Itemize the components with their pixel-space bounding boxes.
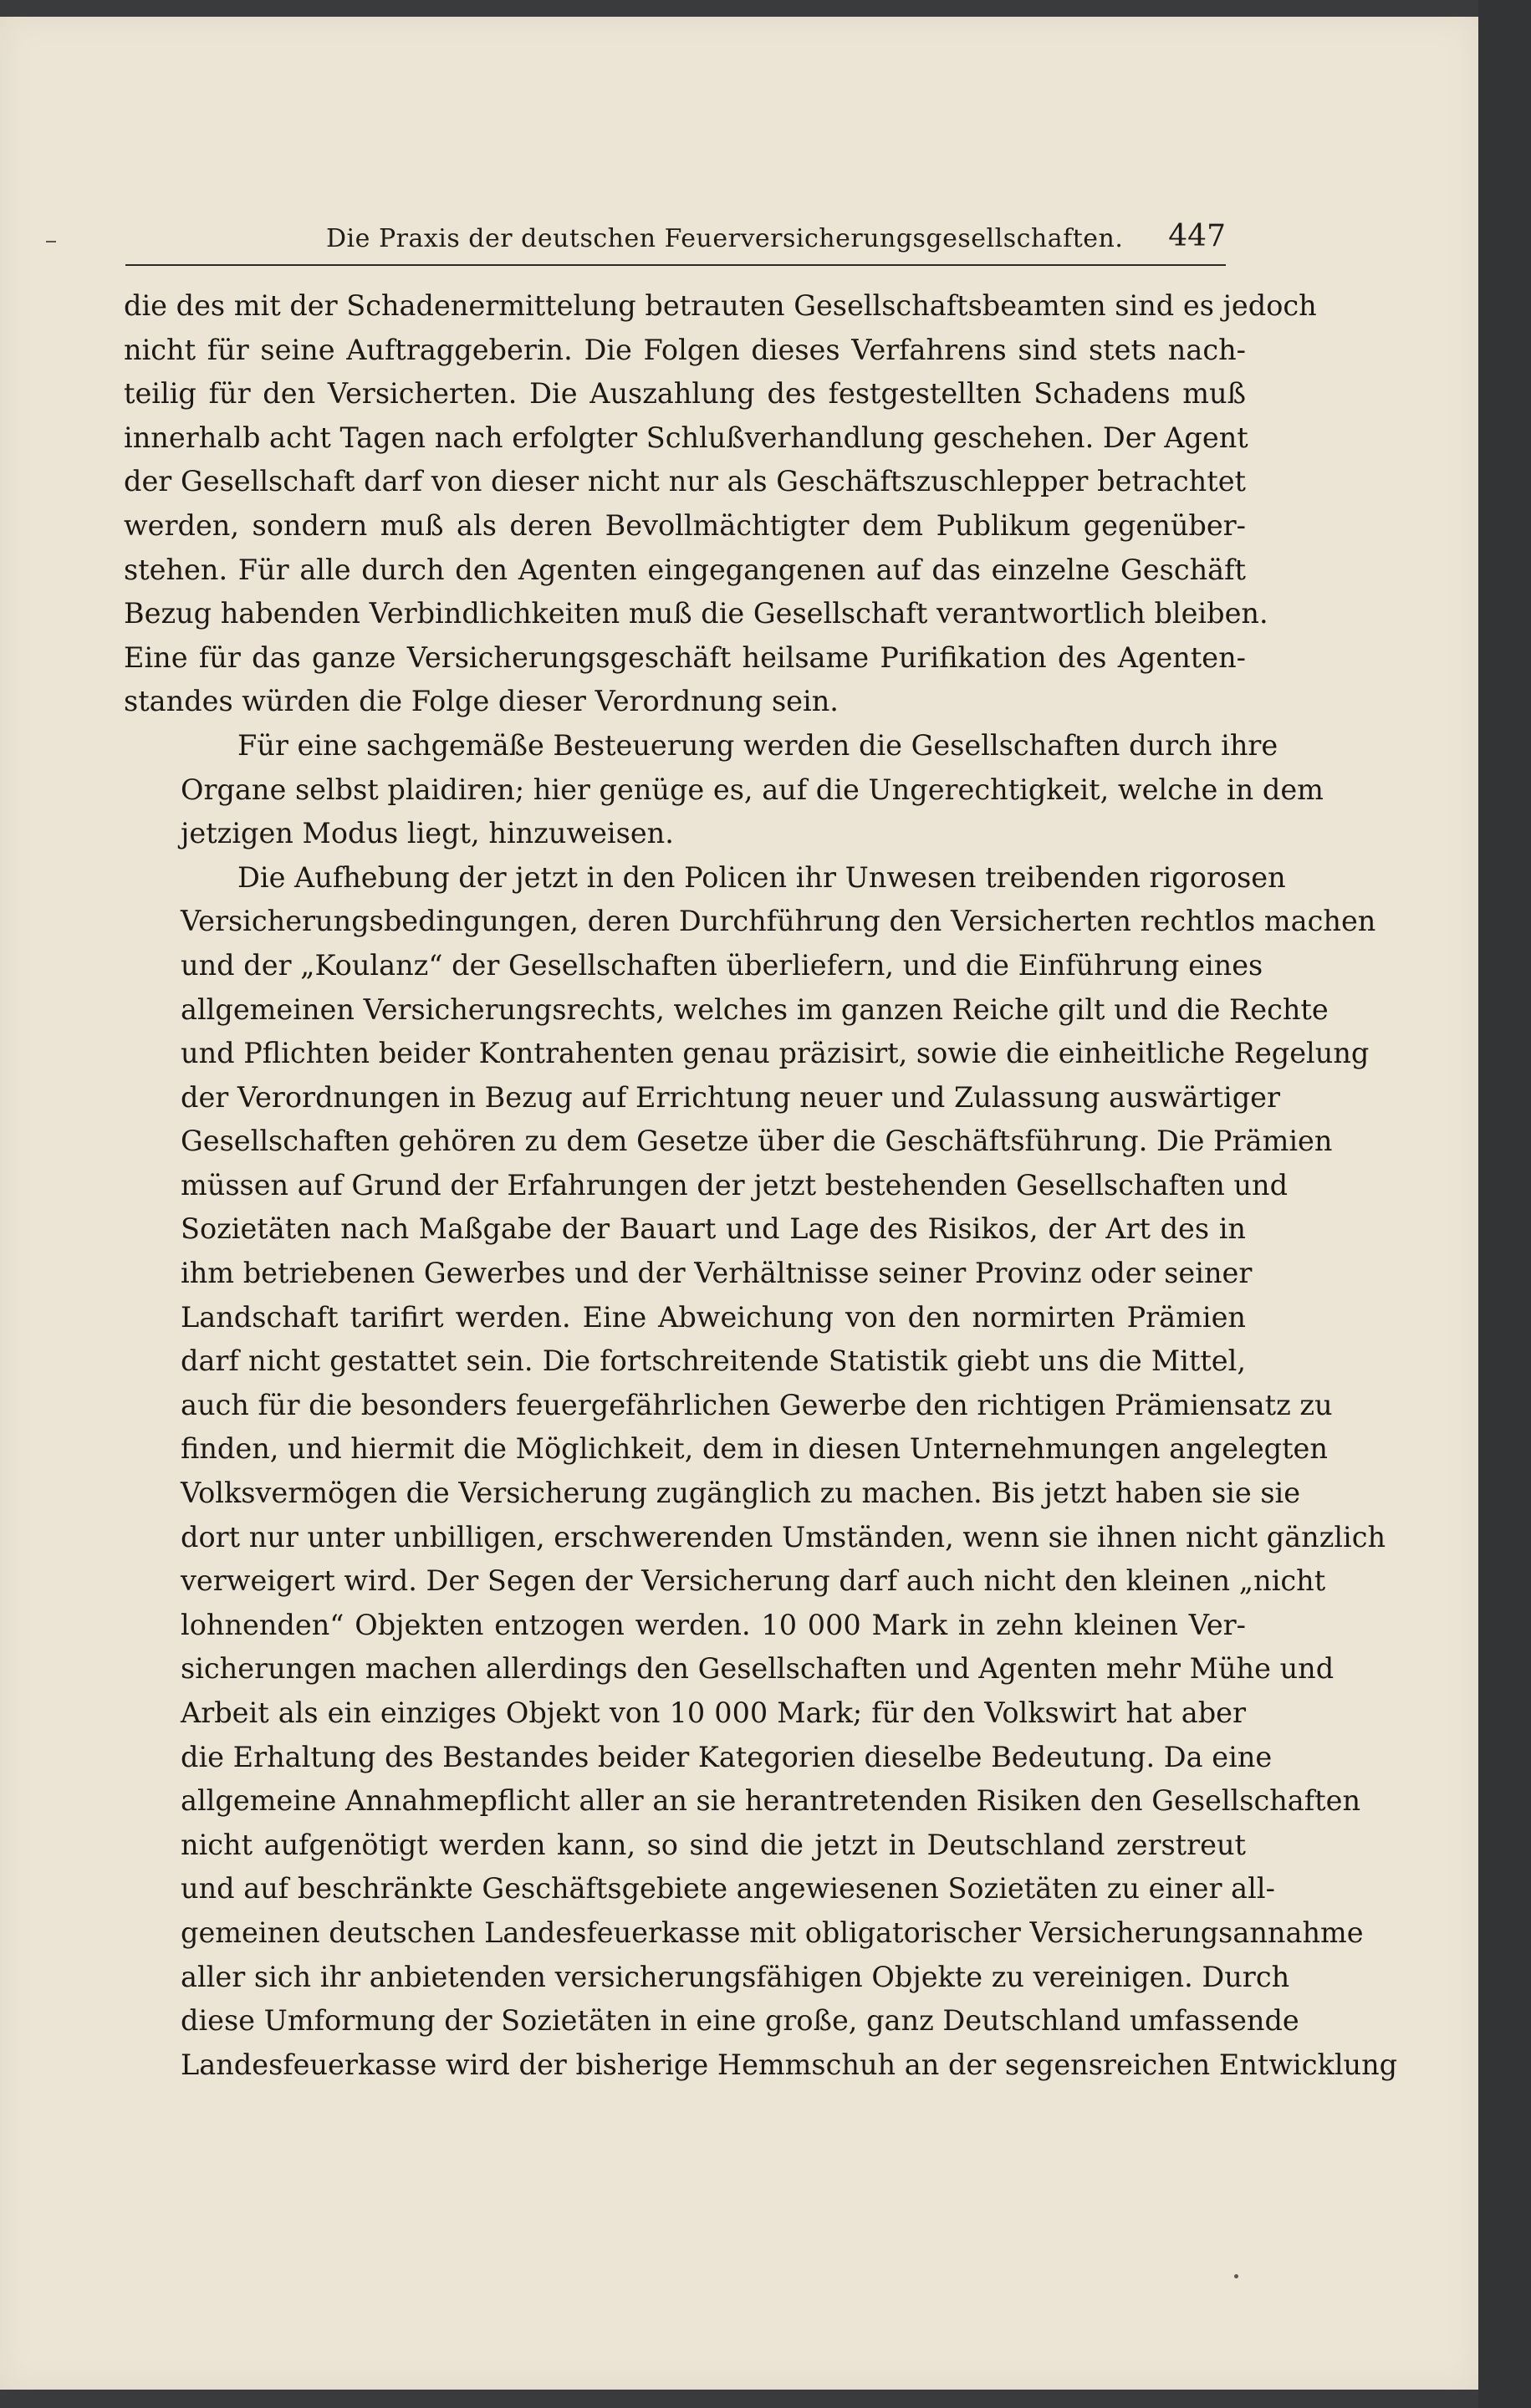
- scan-background: [1478, 0, 1531, 2408]
- text-line: jetzigen Modus liegt, hinzuweisen.: [181, 817, 674, 850]
- text-line: Die Aufhebung der jetzt in den Policen ihr Unwesen treibenden rigorosen: [237, 860, 1286, 894]
- ink-speck: [1234, 2274, 1238, 2278]
- text-line: finden, und hiermit die Möglichkeit, dem in diesen Unternehmungen angelegten: [181, 1432, 1328, 1466]
- text-line: Versicherungsbedingungen, deren Durchführung den Versicherten rechtlos machen: [181, 905, 1376, 938]
- page-number: 447: [1168, 219, 1226, 253]
- text-line: nicht aufgenötigt werden kann, so sind die jetzt in Deutschland zerstreut: [181, 1828, 1246, 1861]
- paragraph: [124, 724, 1324, 856]
- text-line: allgemeine Annahmepflicht aller an sie herantretenden Risiken den Gesellschaften: [181, 1784, 1361, 1818]
- text-line: und der „Koulanz“ der Gesellschaften überliefern, und die Einführung eines: [181, 948, 1263, 982]
- body-text: [124, 284, 1398, 2087]
- text-line: die Erhaltung des Bestandes beider Kategorien dieselbe Bedeutung. Da eine: [181, 1740, 1273, 1773]
- text-line: stehen. Für alle durch den Agenten eingegangenen auf das einzelne Geschäft: [124, 553, 1246, 586]
- text-line: Volksvermögen die Versicherung zugänglich zu machen. Bis jetzt haben sie sie: [181, 1477, 1301, 1510]
- text-line: allgemeinen Versicherungsrechts, welches im ganzen Reiche gilt und die Rechte: [181, 992, 1329, 1026]
- text-line: Organe selbst plaidiren; hier genüge es, auf die Ungerechtigkeit, welche in dem: [181, 773, 1324, 806]
- text-line: ihm betriebenen Gewerbes und der Verhältnisse seiner Provinz oder seiner: [181, 1257, 1253, 1290]
- text-line: nicht für seine Auftraggeberin. Die Folgen dieses Verfahrens sind stets nach-: [124, 333, 1246, 366]
- text-line: gemeinen deutschen Landesfeuerkasse mit obligatorischer Versicherungsannahme: [181, 1916, 1364, 1949]
- text-line: Landesfeuerkasse wird der bisherige Hemmschuh an der segensreichen Entwicklung: [181, 2048, 1398, 2081]
- text-line: Arbeit als ein einziges Objekt von 10 000 Mark; für den Volkswirt hat aber: [181, 1696, 1246, 1729]
- text-line: verweigert wird. Der Segen der Versicherung darf auch nicht den kleinen „nicht: [181, 1564, 1326, 1598]
- text-line: aller sich ihr anbietenden versicherungsfähigen Objekte zu vereinigen. Durch: [181, 1960, 1290, 1993]
- text-line: darf nicht gestattet sein. Die fortschreitende Statistik giebt uns die Mittel,: [181, 1344, 1246, 1378]
- text-line: sicherungen machen allerdings den Gesellschaften und Agenten mehr Mühe und: [181, 1652, 1335, 1686]
- text-line: lohnenden“ Objekten entzogen werden. 10 000 Mark in zehn kleinen Ver-: [181, 1608, 1246, 1641]
- text-line: der Verordnungen in Bezug auf Errichtung neuer und Zulassung auswärtiger: [181, 1080, 1281, 1114]
- text-line: dort nur unter unbilligen, erschwerenden Umständen, wenn sie ihnen nicht gänzlich: [181, 1520, 1386, 1553]
- page-header: [125, 214, 1226, 266]
- text-line: und auf beschränkte Geschäftsgebiete angewiesenen Sozietäten zu einer all-: [181, 1872, 1275, 1905]
- text-line: die des mit der Schadenermittelung betrauten Gesellschaftsbeamten sind es jedoch: [124, 289, 1317, 322]
- text-line: Eine für das ganze Versicherungsgeschäft heilsame Purifikation des Agenten-: [124, 640, 1246, 674]
- text-line: standes würden die Folge dieser Verordnung sein.: [124, 685, 839, 718]
- text-line: und Pflichten beider Kontrahenten genau präzisirt, sowie die einheitliche Regelung: [181, 1037, 1370, 1070]
- text-line: innerhalb acht Tagen nach erfolgter Schlußverhandlung geschehen. Der Agent: [124, 421, 1248, 454]
- book-page: [0, 17, 1478, 2390]
- text-line: Für eine sachgemäße Besteuerung werden die Gesellschaften durch ihre: [237, 728, 1278, 762]
- text-line: Bezug habenden Verbindlichkeiten muß die Gesellschaft verantwortlich bleiben.: [124, 597, 1268, 630]
- text-line: Sozietäten nach Maßgabe der Bauart und Lage des Risikos, der Art des in: [181, 1212, 1246, 1246]
- text-line: diese Umformung der Sozietäten in eine große, ganz Deutschland umfassende: [181, 2004, 1299, 2038]
- paragraph: [124, 856, 1398, 2088]
- text-line: Gesellschaften gehören zu dem Gesetze über die Geschäftsführung. Die Prämien: [181, 1125, 1333, 1158]
- text-line: werden, sondern muß als deren Bevollmächtigter dem Publikum gegenüber-: [124, 508, 1246, 542]
- text-line: der Gesellschaft darf von dieser nicht nur als Geschäftszuschlepper betrachtet: [124, 465, 1246, 498]
- text-line: auch für die besonders feuergefährlichen Gewerbe den richtigen Prämiensatz zu: [181, 1388, 1333, 1421]
- paragraph: [124, 284, 1317, 724]
- text-line: Landschaft tarifirt werden. Eine Abweichung von den normirten Prämien: [181, 1300, 1246, 1334]
- running-title: Die Praxis der deutschen Feuerversicherungsgesellschaften.: [326, 224, 1124, 253]
- margin-mark: [46, 241, 56, 242]
- text-line: teilig für den Versicherten. Die Auszahlung des festgestellten Schadens muß: [124, 377, 1246, 411]
- text-line: müssen auf Grund der Erfahrungen der jetzt bestehenden Gesellschaften und: [181, 1168, 1289, 1201]
